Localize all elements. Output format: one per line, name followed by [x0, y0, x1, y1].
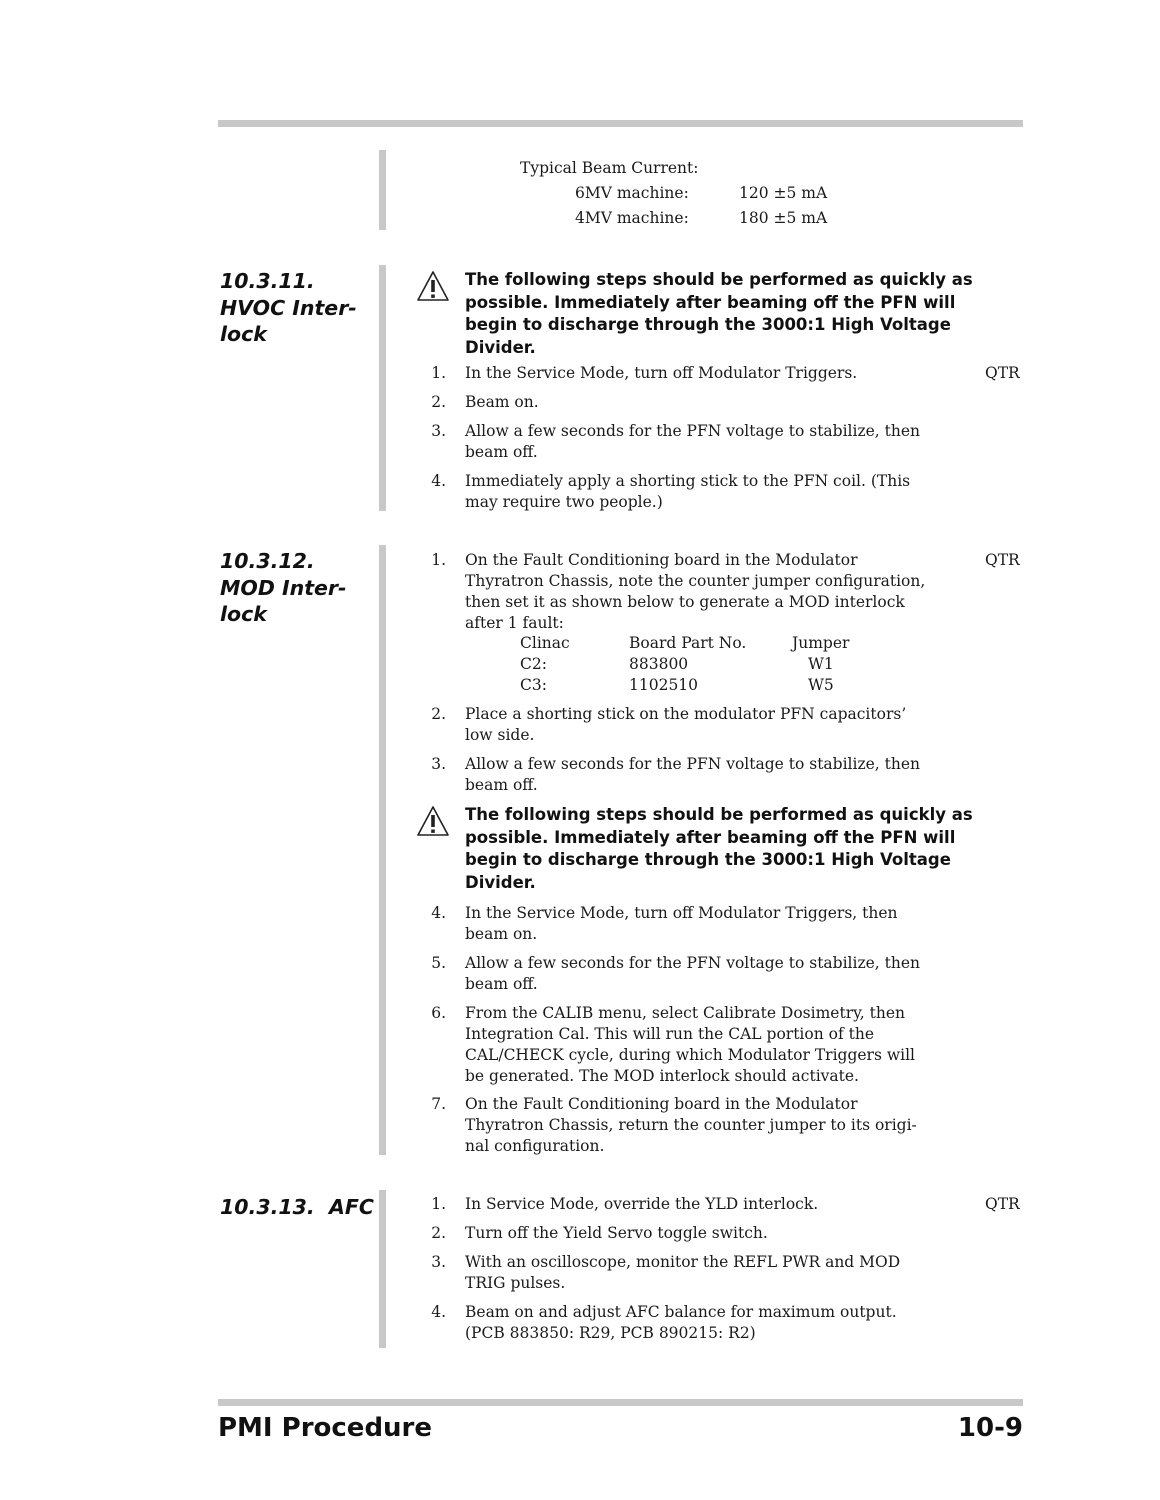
table-header: Board Part No.: [629, 634, 747, 652]
change-bar: [379, 150, 386, 230]
change-bar: [379, 1190, 386, 1348]
beam-current-value: 180 ±5 mA: [739, 209, 828, 227]
table-cell: W5: [808, 676, 834, 694]
section-heading: 10.3.11. HVOC Inter- lock: [220, 269, 357, 346]
frequency-label: QTR: [985, 364, 1020, 382]
table-header: Jumper: [792, 634, 850, 652]
warning-text: The following steps should be performed as quickly as possible. Immediately after beaming off the PFN will begin to discharge through the 3000:1 High Voltage Divider.: [465, 805, 973, 892]
page-number: 10-9: [957, 1413, 1023, 1443]
table-cell: C2:: [520, 655, 547, 673]
frequency-label: QTR: [985, 1195, 1020, 1213]
machine-label: 4MV machine:: [575, 209, 689, 227]
footer-title: PMI Procedure: [218, 1413, 433, 1443]
section-heading: 10.3.13. AFC: [220, 1195, 374, 1219]
beam-current-label: Typical Beam Current:: [520, 159, 699, 177]
footer-rule: [218, 1399, 1023, 1406]
warning-text: The following steps should be performed as quickly as possible. Immediately after beaming off the PFN will begin to discharge through the 3000:1 High Voltage Divider.: [465, 270, 973, 357]
table-cell: C3:: [520, 676, 547, 694]
header-rule: [218, 120, 1023, 127]
change-bar: [379, 265, 386, 511]
table-cell: W1: [808, 655, 834, 673]
section-heading: 10.3.12. MOD Inter- lock: [220, 549, 347, 626]
change-bar: [379, 545, 386, 1155]
warning-icon: [416, 805, 450, 837]
machine-label: 6MV machine:: [575, 184, 689, 202]
table-cell: 1102510: [629, 676, 699, 694]
warning-icon: [416, 270, 450, 302]
table-cell: 883800: [629, 655, 689, 673]
beam-current-value: 120 ±5 mA: [739, 184, 828, 202]
table-header: Clinac: [520, 634, 570, 652]
frequency-label: QTR: [985, 551, 1020, 569]
